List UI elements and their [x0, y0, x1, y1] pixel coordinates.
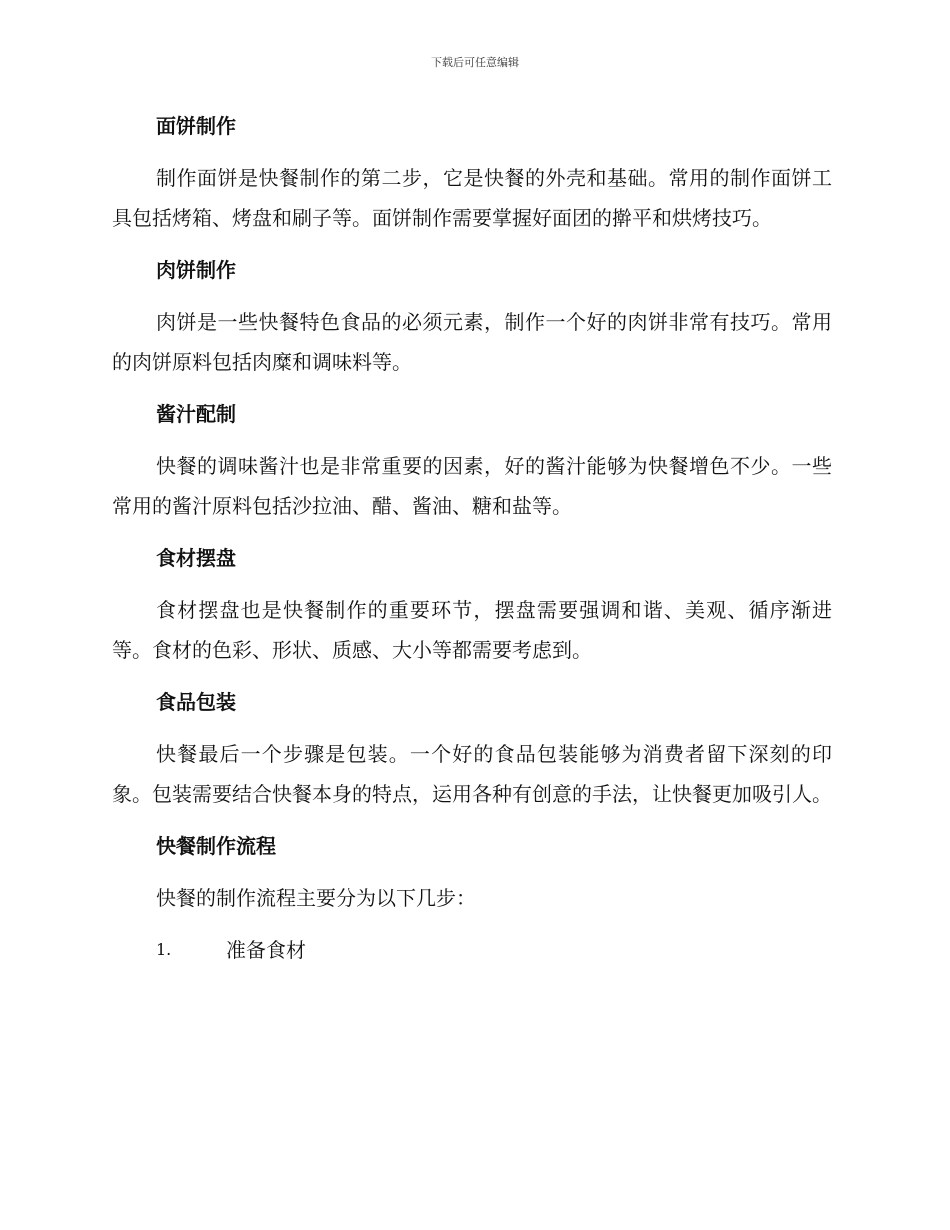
list-text: 准备食材 — [226, 938, 306, 962]
section-heading: 食品包装 — [156, 690, 236, 714]
page-header: 下载后可任意编辑 — [431, 56, 519, 69]
section-heading: 肉饼制作 — [156, 258, 236, 282]
section-paragraph: 肉饼是一些快餐特色食品的必须元素，制作一个好的肉饼非常有技巧。常用的肉饼原料包括肉糜和调味料等。 — [112, 310, 832, 374]
list-item — [112, 930, 832, 970]
section-paragraph: 食材摆盘也是快餐制作的重要环节，摆盘需要强调和谐、美观、循序渐进等。食材的色彩、形状、质感、大小等都需要考虑到。 — [112, 598, 832, 662]
section-paragraph: 制作面饼是快餐制作的第二步，它是快餐的外壳和基础。常用的制作面饼工具包括烤箱、烤盘和刷子等。面饼制作需要掌握好面团的擀平和烘烤技巧。 — [112, 166, 832, 230]
section-heading: 快餐制作流程 — [156, 834, 276, 858]
list-number: 1. — [156, 940, 172, 959]
section-paragraph: 快餐的调味酱汁也是非常重要的因素，好的酱汁能够为快餐增色不少。一些常用的酱汁原料包括沙拉油、醋、酱油、糖和盐等。 — [112, 454, 832, 518]
section-paragraph: 快餐最后一个步骤是包装。一个好的食品包装能够为消费者留下深刻的印象。包装需要结合快餐本身的特点，运用各种有创意的手法，让快餐更加吸引人。 — [112, 742, 832, 806]
document-body — [112, 106, 832, 970]
section-heading: 食材摆盘 — [156, 546, 236, 570]
section-heading: 面饼制作 — [156, 114, 236, 138]
section-heading: 酱汁配制 — [156, 402, 236, 426]
section-paragraph: 快餐的制作流程主要分为以下几步： — [156, 886, 476, 910]
